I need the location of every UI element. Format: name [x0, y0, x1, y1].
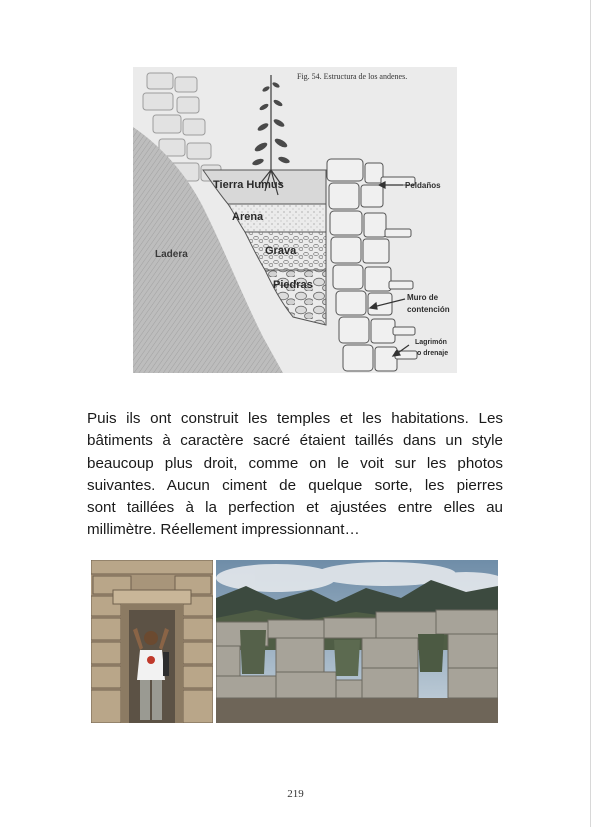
- paragraph-line: suivantes. Aucun ciment de quelque sorte, les pierres: [87, 476, 503, 494]
- figure-caption: Fig. 54. Estructura de los andenes.: [297, 72, 408, 81]
- paragraph-line: millimètre. Réellement impressionnant…: [87, 521, 360, 539]
- photo-temple-windows: [216, 560, 498, 723]
- paragraph-line: sont taillées à la perfection et ajustées entre elles au: [87, 499, 503, 517]
- label-lagrimon: Lagrimón: [415, 339, 447, 346]
- label-ladera: Ladera: [155, 249, 188, 260]
- paragraph-line: Puis ils ont construit les temples et les habitations. Les: [87, 410, 503, 427]
- terrace-diagram-drawing: [133, 67, 457, 373]
- paragraph-line: bâtiments à caractère sacré étaient taillés dans un style: [87, 432, 503, 450]
- paragraph-line: beaucoup plus droit, comme on le voit sur les photos: [87, 454, 503, 472]
- photo-temple-doorway: [91, 560, 213, 723]
- label-o-drenaje: o drenaje: [417, 350, 449, 357]
- label-grava: Grava: [265, 245, 297, 257]
- label-piedras: Piedras: [273, 279, 313, 291]
- body-paragraph: [87, 408, 503, 542]
- terrace-diagram-figure: [133, 67, 457, 373]
- label-muro-de: Muro de: [407, 293, 439, 302]
- label-arena: Arena: [232, 211, 264, 223]
- page-number: 219: [287, 788, 304, 800]
- label-contencion: contención: [407, 305, 450, 314]
- label-peldanos: Peldaños: [405, 181, 441, 190]
- label-tierra-humus: Tierra Humus: [213, 179, 284, 191]
